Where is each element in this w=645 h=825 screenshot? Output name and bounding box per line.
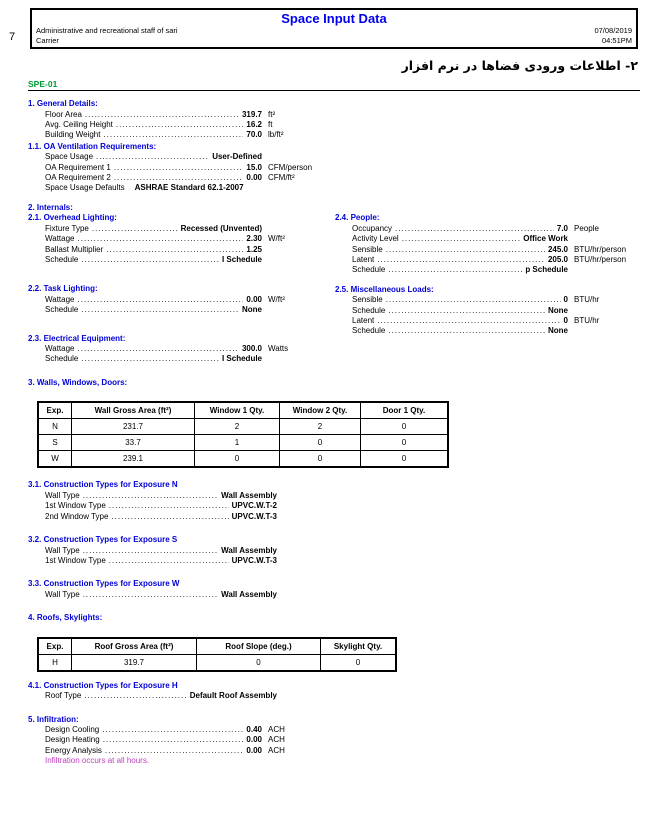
walls-table-row-w: W 239.1 0 0 0: [38, 451, 448, 468]
field-fixture-type: Fixture Type ..... Recessed (Unvented): [45, 224, 312, 234]
report-title: Space Input Data: [281, 11, 387, 26]
walls-col-window1: Window 1 Qty.: [195, 402, 280, 419]
roofs-table-header-row: [38, 638, 396, 655]
field-ballast-multiplier: Ballast Multiplier ..... 1.25: [45, 245, 312, 255]
walls-table-header-row: [38, 402, 448, 419]
walls-col-exp: Exp.: [38, 402, 72, 419]
field-energy-analysis: Energy Analysis ..... 0.00 ACH: [45, 746, 312, 756]
field-overhead-wattage: Wattage ..... 2.30 W/ft²: [45, 234, 312, 244]
dotted-leader: [78, 344, 239, 354]
roofs-table-row-h: H 319.7 0 0: [38, 654, 396, 671]
field-task-wattage: Wattage ..... 0.00 W/ft²: [45, 295, 312, 305]
report-date: 07/08/2019: [594, 26, 632, 35]
section-electrical-equipment-title: 2.3. Electrical Equipment:: [28, 333, 126, 343]
field-oa-requirement-1: OA Requirement 1 ..... 15.0 CFM/person: [45, 163, 312, 173]
dotted-leader: [395, 224, 554, 234]
field-misc-latent: Latent ..... 0 BTU/hr: [352, 316, 640, 326]
dotted-leader: [102, 725, 243, 735]
section-people-title: 2.4. People:: [335, 213, 380, 223]
field-design-cooling: Design Cooling ..... 0.40 ACH: [45, 725, 312, 735]
field-misc-sensible-schedule: Schedule ..... None: [352, 306, 640, 316]
roofs-col-slope: Roof Slope (deg.): [197, 638, 321, 655]
section-construction-s-title: 3.2. Construction Types for Exposure S: [28, 535, 178, 545]
company-name: Carrier: [36, 35, 59, 45]
dotted-leader: [103, 130, 243, 140]
internals-columns: [28, 213, 640, 365]
section-construction-h-title: 4.1. Construction Types for Exposure H: [28, 680, 178, 690]
dotted-leader: [78, 295, 244, 305]
field-window1-type-s: 1st Window Type ..... UPVC.W.T-3: [45, 556, 277, 566]
roofs-col-skylight: Skylight Qty.: [321, 638, 397, 655]
field-electrical-schedule: Schedule ..... I Schedule: [45, 354, 312, 364]
dotted-leader: [92, 224, 178, 234]
header-right: [594, 26, 632, 45]
field-building-weight: Building Weight ..... 70.0 lb/ft²: [45, 130, 312, 140]
field-space-usage-defaults: Space Usage Defaults ASHRAE Standard 62.1-2007: [45, 183, 244, 193]
dotted-leader: [388, 265, 522, 275]
field-misc-latent-schedule: Schedule ..... None: [352, 326, 640, 336]
field-occupancy: Occupancy ..... 7.0 People: [352, 224, 640, 234]
section-overhead-lighting-title: 2.1. Overhead Lighting:: [28, 213, 117, 223]
dotted-leader: [116, 120, 244, 130]
section-roofs-title: 4. Roofs, Skylights:: [28, 613, 103, 623]
dotted-leader: [85, 110, 239, 120]
section-construction-w-title: 3.3. Construction Types for Exposure W: [28, 579, 180, 589]
field-people-schedule: Schedule ..... p Schedule: [352, 265, 640, 275]
dotted-leader: [81, 255, 219, 265]
project-name: Administrative and recreational staff of sari: [36, 26, 178, 35]
field-avg-ceiling-height: Avg. Ceiling Height ..... 16.2 ft: [45, 120, 312, 130]
field-wall-type-s: Wall Type ..... Wall Assembly: [45, 546, 277, 556]
section-internals-title: 2. Internals:: [28, 202, 73, 212]
walls-table-row-n: N 231.7 2 2 0: [38, 419, 448, 435]
section-task-lighting-title: 2.2. Task Lighting:: [28, 284, 98, 294]
field-electrical-wattage: Wattage ..... 300.0 Watts: [45, 344, 312, 354]
section-infiltration-title: 5. Infiltration:: [28, 714, 79, 724]
dotted-leader: [377, 255, 545, 265]
field-overhead-schedule: Schedule ..... I Schedule: [45, 255, 312, 265]
dotted-leader: [386, 295, 561, 305]
section-construction-n-title: 3.1. Construction Types for Exposure N: [28, 480, 178, 490]
walls-table: [37, 401, 449, 468]
dotted-leader: [114, 173, 244, 183]
internals-right-column: [335, 213, 640, 365]
dotted-leader: [96, 152, 209, 162]
dotted-leader: [114, 163, 244, 173]
header-meta: [36, 26, 632, 45]
dotted-leader: [109, 501, 229, 511]
field-floor-area: Floor Area ..... 319.7 ft²: [45, 110, 312, 120]
internals-left-column: [28, 213, 335, 365]
field-space-usage: Space Usage ..... User-Defined: [45, 152, 312, 162]
dotted-leader: [78, 234, 244, 244]
field-wall-type-w: Wall Type ..... Wall Assembly: [45, 590, 277, 600]
roofs-col-exp: Exp.: [38, 638, 72, 655]
dotted-leader: [386, 245, 545, 255]
persian-section-heading: ۲- اطلاعات ورودی فضاها در نرم افزار: [401, 58, 638, 73]
field-people-sensible: Sensible ..... 245.0 BTU/hr/person: [352, 245, 640, 255]
walls-col-door1: Door 1 Qty.: [361, 402, 449, 419]
dotted-leader: [84, 691, 186, 701]
field-people-latent: Latent ..... 205.0 BTU/hr/person: [352, 255, 640, 265]
dotted-leader: [111, 512, 228, 522]
space-id: SPE-01: [28, 79, 58, 89]
field-wall-type-n: Wall Type ..... Wall Assembly: [45, 491, 277, 501]
field-design-heating: Design Heating ..... 0.00 ACH: [45, 735, 312, 745]
dotted-leader: [81, 354, 219, 364]
dotted-leader: [105, 746, 244, 756]
report-header: [30, 8, 638, 49]
dotted-leader: [109, 556, 229, 566]
dotted-leader: [81, 305, 239, 315]
field-window2-type-n: 2nd Window Type ..... UPVC.W.T-3: [45, 512, 277, 522]
dotted-leader: [388, 326, 545, 336]
field-window1-type-n: 1st Window Type ..... UPVC.W.T-2: [45, 501, 277, 511]
walls-table-row-s: S 33.7 1 0 0: [38, 435, 448, 451]
field-roof-type-h: Roof Type ..... Default Roof Assembly: [45, 691, 277, 701]
header-left: [36, 26, 178, 45]
field-oa-requirement-2: OA Requirement 2 ..... 0.00 CFM/ft²: [45, 173, 312, 183]
dotted-leader: [388, 306, 545, 316]
roofs-col-gross-area: Roof Gross Area (ft²): [72, 638, 197, 655]
page-number: 7: [9, 31, 16, 43]
section-general-details-title: 1. General Details:: [28, 99, 98, 108]
section-walls-title: 3. Walls, Windows, Doors:: [28, 377, 128, 387]
dotted-leader: [83, 546, 218, 556]
roofs-table: [37, 637, 397, 672]
dotted-leader: [83, 590, 218, 600]
dotted-leader: [402, 234, 521, 244]
field-activity-level: Activity Level ..... Office Work: [352, 234, 640, 244]
walls-col-window2: Window 2 Qty.: [280, 402, 361, 419]
report-time: 04:51PM: [601, 35, 632, 45]
dotted-leader: [106, 245, 243, 255]
walls-col-gross-area: Wall Gross Area (ft²): [72, 402, 195, 419]
section-misc-loads-title: 2.5. Miscellaneous Loads:: [335, 284, 434, 294]
field-task-schedule: Schedule ..... None: [45, 305, 312, 315]
infiltration-note: Infiltration occurs at all hours.: [45, 756, 150, 766]
section-oa-ventilation-title: 1.1. OA Ventilation Requirements:: [28, 141, 157, 151]
horizontal-rule: [28, 90, 640, 91]
report-body: [28, 97, 640, 767]
dotted-leader: [103, 735, 244, 745]
dotted-leader: [83, 491, 218, 501]
field-misc-sensible: Sensible ..... 0 BTU/hr: [352, 295, 640, 305]
dotted-leader: [377, 316, 560, 326]
